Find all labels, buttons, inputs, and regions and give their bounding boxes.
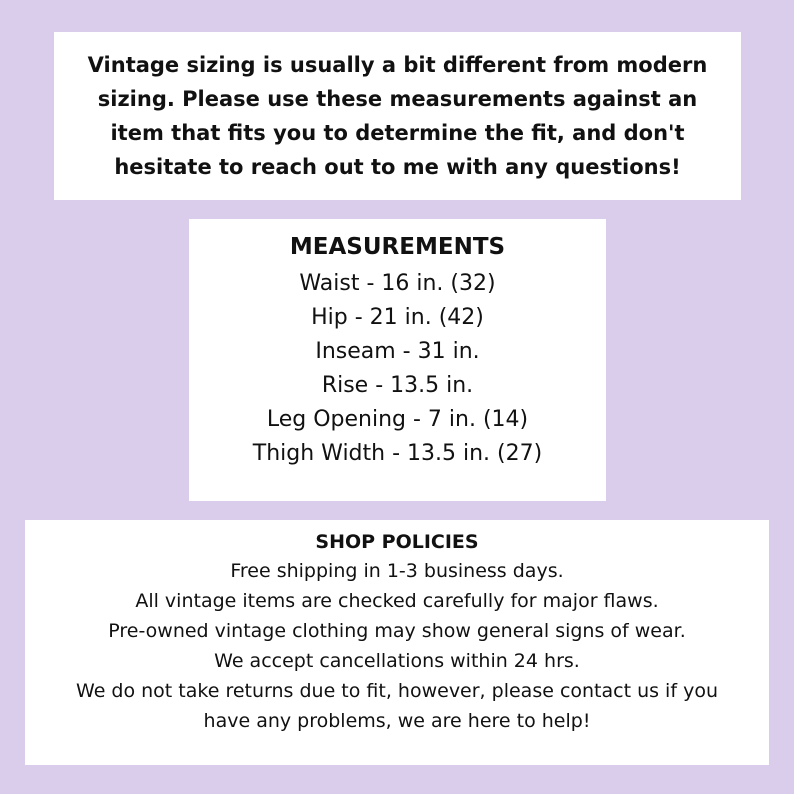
measurement-item: Thigh Width - 13.5 in. (27): [252, 441, 543, 466]
measurement-item: Rise - 13.5 in.: [321, 373, 474, 398]
policy-item: Pre-owned vintage clothing may show general signs of wear.: [108, 620, 686, 642]
measurement-item: Inseam - 31 in.: [315, 339, 480, 364]
measurements-panel: [189, 219, 606, 501]
measurement-item: Hip - 21 in. (42): [311, 305, 484, 330]
measurements-list: [189, 267, 606, 471]
measurement-item: Waist - 16 in. (32): [299, 271, 496, 296]
policy-item: We accept cancellations within 24 hrs.: [214, 650, 580, 672]
policy-item: All vintage items are checked carefully for major flaws.: [135, 590, 659, 612]
policies-title: SHOP POLICIES: [315, 531, 479, 553]
policy-item: We do not take returns due to fit, however, please contact us if you have any problems, we are here to help!: [76, 680, 718, 732]
policy-item: Free shipping in 1-3 business days.: [230, 560, 564, 582]
measurements-title: MEASUREMENTS: [289, 234, 506, 260]
policies-list: [25, 556, 769, 736]
measurement-item: Leg Opening - 7 in. (14): [266, 407, 529, 432]
intro-panel: [54, 32, 741, 200]
policies-panel: [25, 520, 769, 765]
intro-text: Vintage sizing is usually a bit different from modern sizing. Please use these measurements against an item that fits you to determine the fit, and don't hesitate to reach out to me with any questions!: [87, 53, 708, 179]
